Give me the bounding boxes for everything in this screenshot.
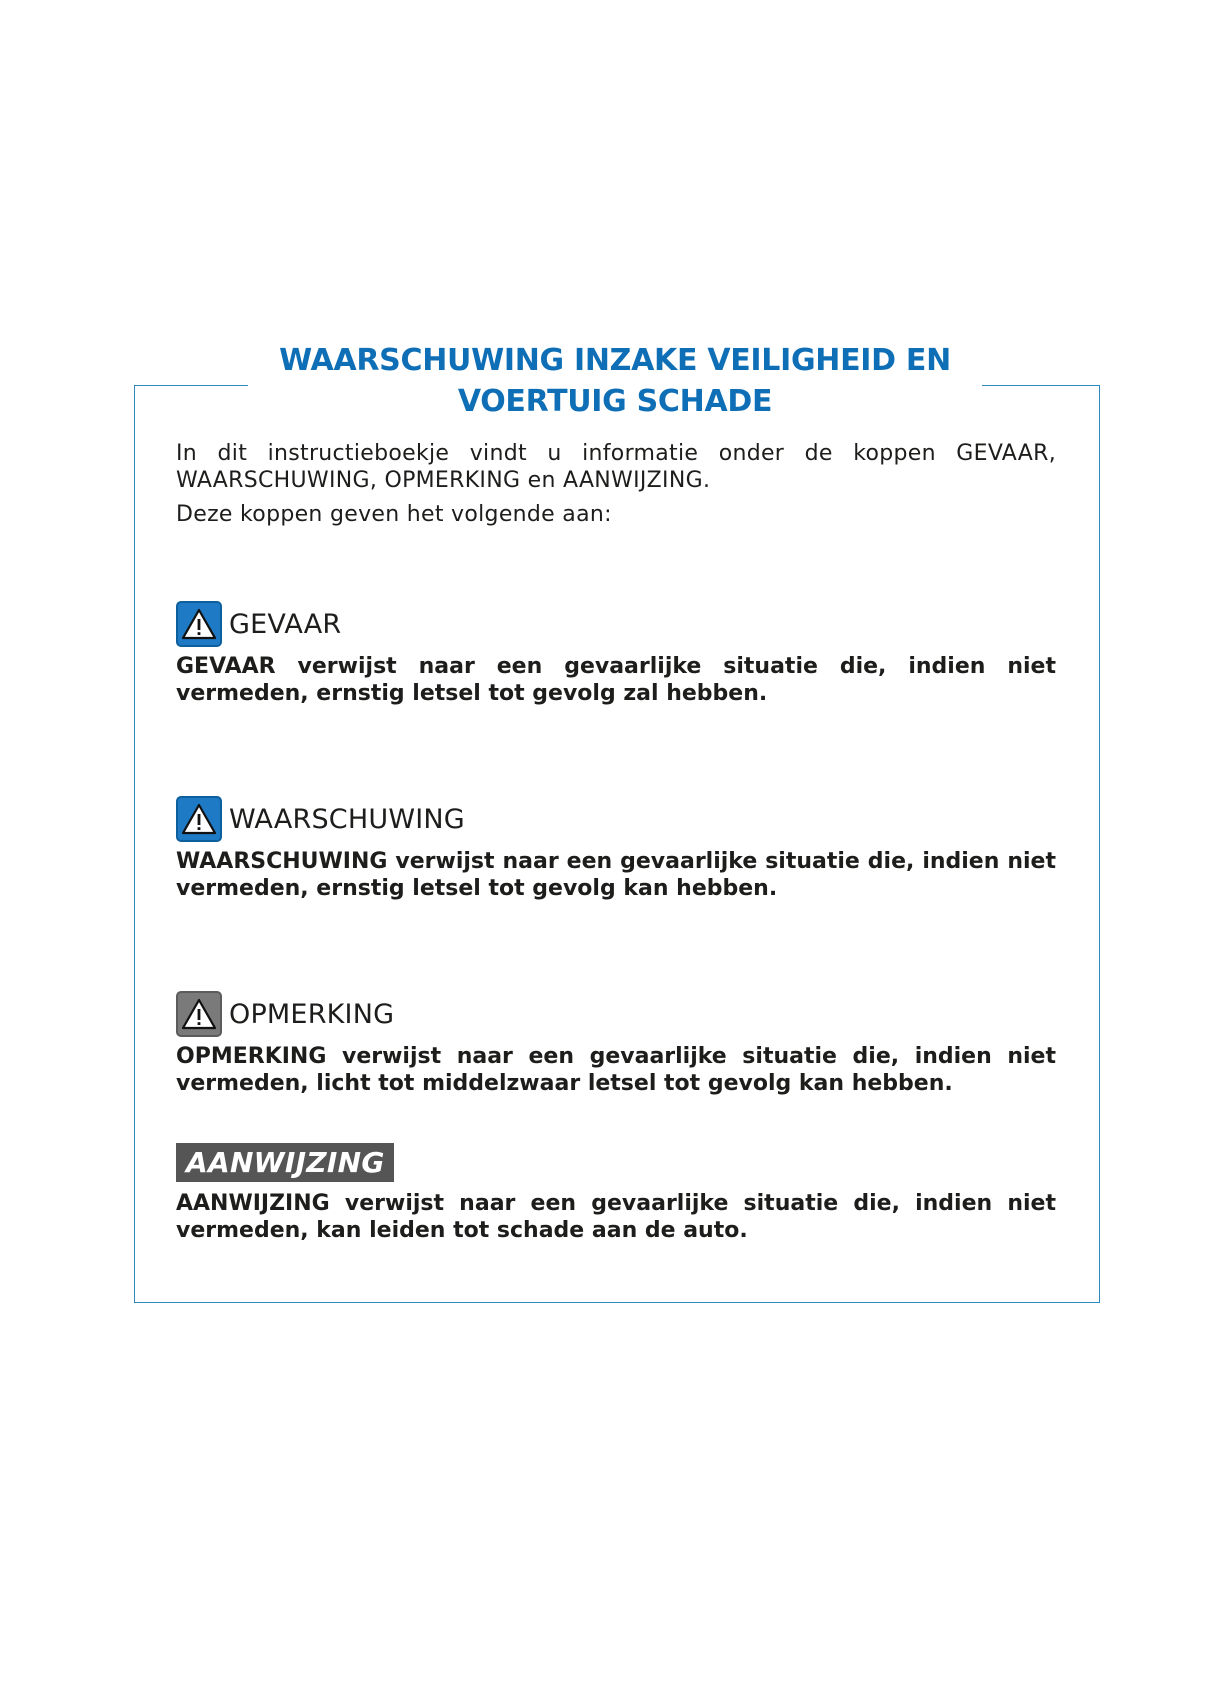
warning-triangle-icon (176, 991, 222, 1037)
section-description-waarschuwing: WAARSCHUWING verwijst naar een gevaarlijke situatie die, indien niet vermeden, ernstig letsel tot gevolg kan hebben. (176, 849, 1056, 901)
notice-label-aanwijzing: AANWIJZING (176, 1143, 394, 1182)
intro-text (176, 440, 1056, 528)
section-heading-opmerking (176, 990, 394, 1038)
warning-triangle-icon (176, 601, 222, 647)
page-title-line1: WAARSCHUWING INZAKE VEILIGHEID EN (279, 343, 951, 378)
section-heading-gevaar (176, 600, 341, 648)
section-description-gevaar: GEVAAR verwijst naar een gevaarlijke situatie die, indien niet vermeden, ernstig letsel tot gevolg zal hebben. (176, 654, 1056, 706)
warning-triangle-icon (176, 796, 222, 842)
section-description-aanwijzing: AANWIJZING verwijst naar een gevaarlijke situatie die, indien niet vermeden, kan leiden tot schade aan de auto. (176, 1191, 1056, 1243)
section-description-opmerking: OPMERKING verwijst naar een gevaarlijke situatie die, indien niet vermeden, licht tot middelzwaar letsel tot gevolg kan hebben. (176, 1044, 1056, 1096)
section-heading-label: OPMERKING (229, 998, 395, 1030)
page-title (248, 340, 982, 422)
intro-paragraph-1: In dit instructieboekje vindt u informatie onder de koppen GEVAAR, WAARSCHUWING, OPMERKING en AANWIJZING. (176, 441, 1056, 493)
section-heading-label: WAARSCHUWING (229, 803, 465, 835)
section-heading-label: GEVAAR (229, 608, 342, 640)
section-heading-waarschuwing (176, 795, 465, 843)
intro-paragraph-2: Deze koppen geven het volgende aan: (176, 502, 612, 527)
page-title-line2: VOERTUIG SCHADE (457, 384, 773, 419)
